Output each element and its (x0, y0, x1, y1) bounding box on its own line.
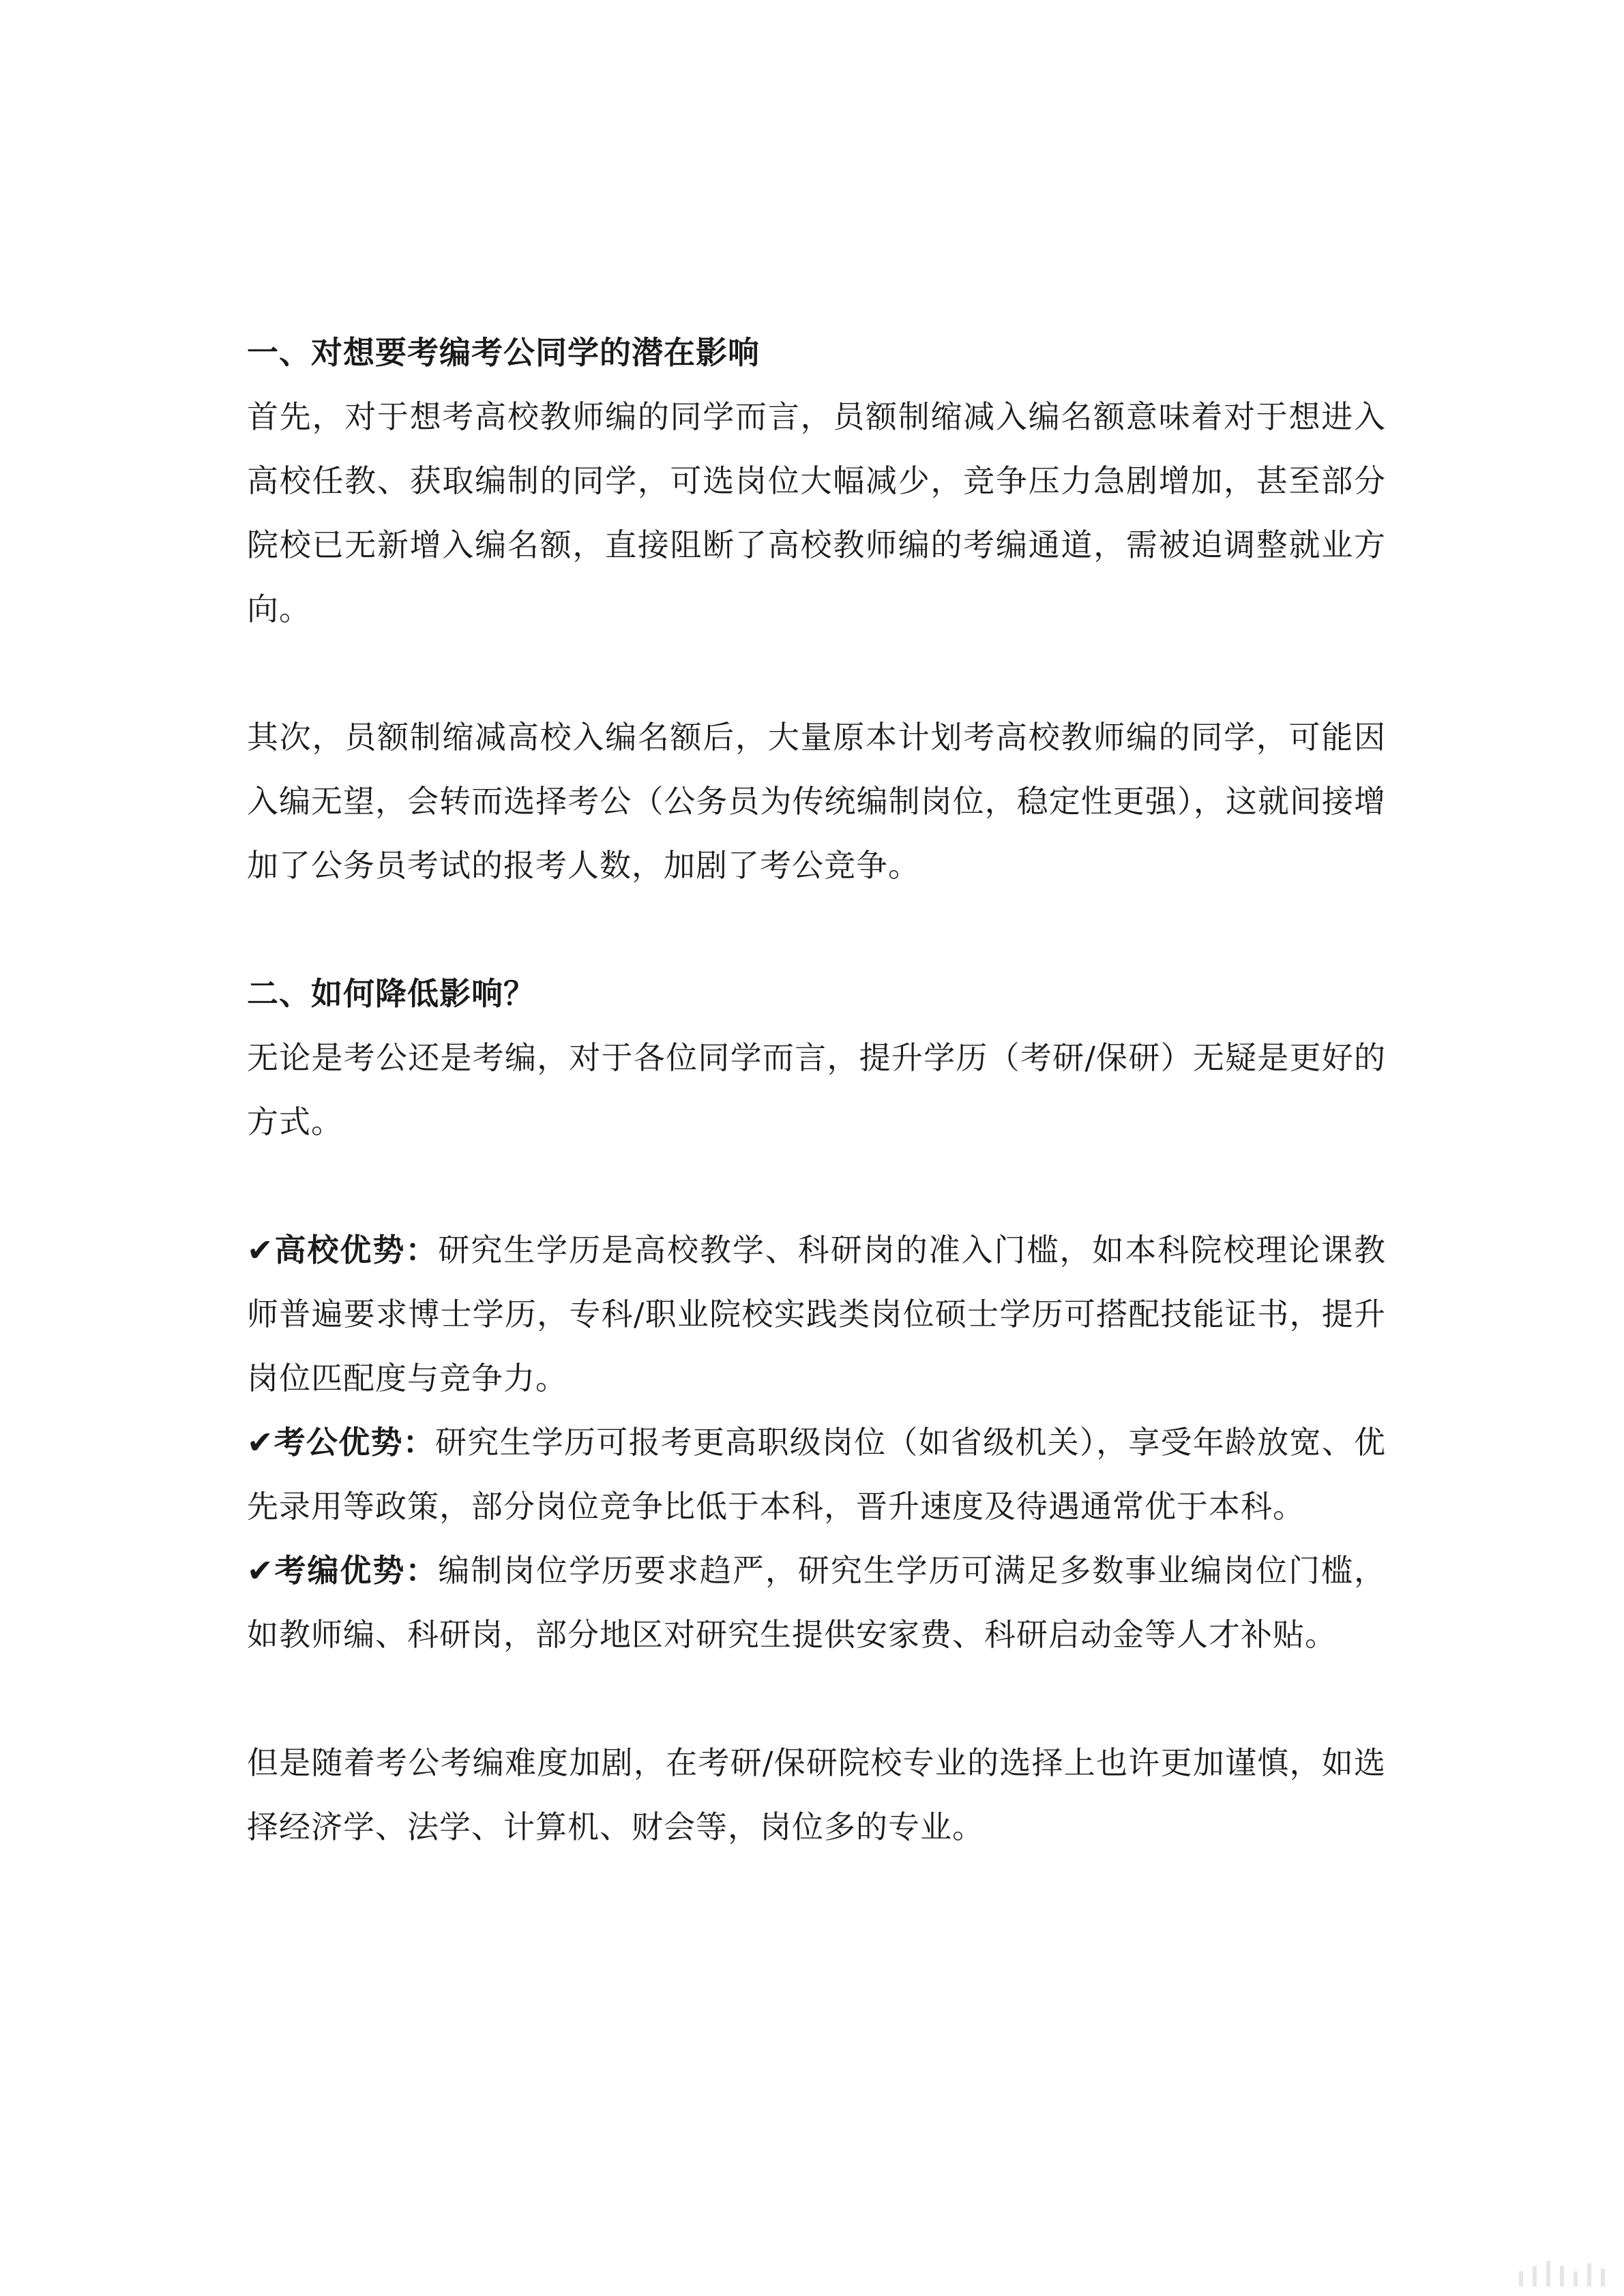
section1-paragraph-1: 首先，对于想考高校教师编的同学而言，员额制缩减入编名额意味着对于想进入高校任教、获取编制的同学，可选岗位大幅减少，竞争压力急剧增加，甚至部分院校已无新增入编名额，直接阻断了高校教师编的考编通道，需被迫调整就业方向。 (247, 398, 1386, 627)
check-icon: ✔ (247, 1424, 274, 1461)
advantage-text: 编制岗位学历要求趋严，研究生学历可满足多数事业编岗位门槛，如教师编、科研岗，部分地区对研究生提供安家费、科研启动金等人才补贴。 (247, 1552, 1387, 1653)
advantage-university (247, 1218, 1386, 1410)
section1-heading: 一、对想要考编考公同学的潜在影响 (247, 334, 760, 371)
check-icon: ✔ (247, 1552, 274, 1589)
watermark-bars (1519, 2261, 1605, 2286)
advantage-public-institution (247, 1538, 1386, 1667)
advantage-label: 考公优势： (274, 1424, 435, 1461)
check-icon: ✔ (247, 1232, 274, 1268)
section1-paragraph-2: 其次，员额制缩减高校入编名额后，大量原本计划考高校教师编的同学，可能因入编无望，会转而选择考公（公务员为传统编制岗位，稳定性更强），这就间接增加了公务员考试的报考人数，加剧了考公竞争。 (247, 719, 1386, 884)
advantage-text: 研究生学历可报考更高职级岗位（如省级机关），享受年龄放宽、优先录用等政策，部分岗位竞争比低于本科，晋升速度及待遇通常优于本科。 (247, 1424, 1387, 1525)
advantage-label: 高校优势： (274, 1232, 439, 1268)
section2-paragraph-1: 无论是考公还是考编，对于各位同学而言，提升学历（考研/保研）无疑是更好的方式。 (247, 1039, 1386, 1140)
document-body (247, 320, 1386, 1859)
advantage-label: 考编优势： (274, 1552, 439, 1589)
advantage-civil-service (247, 1410, 1386, 1538)
section2-heading: 二、如何降低影响？ (247, 975, 535, 1012)
section2-closing: 但是随着考公考编难度加剧，在考研/保研院校专业的选择上也许更加谨慎，如选择经济学、法学、计算机、财会等，岗位多的专业。 (247, 1744, 1386, 1845)
advantage-text: 研究生学历是高校教学、科研岗的准入门槛，如本科院校理论课教师普遍要求博士学历，专科/职业院校实践类岗位硕士学历可搭配技能证书，提升岗位匹配度与竞争力。 (247, 1232, 1387, 1397)
